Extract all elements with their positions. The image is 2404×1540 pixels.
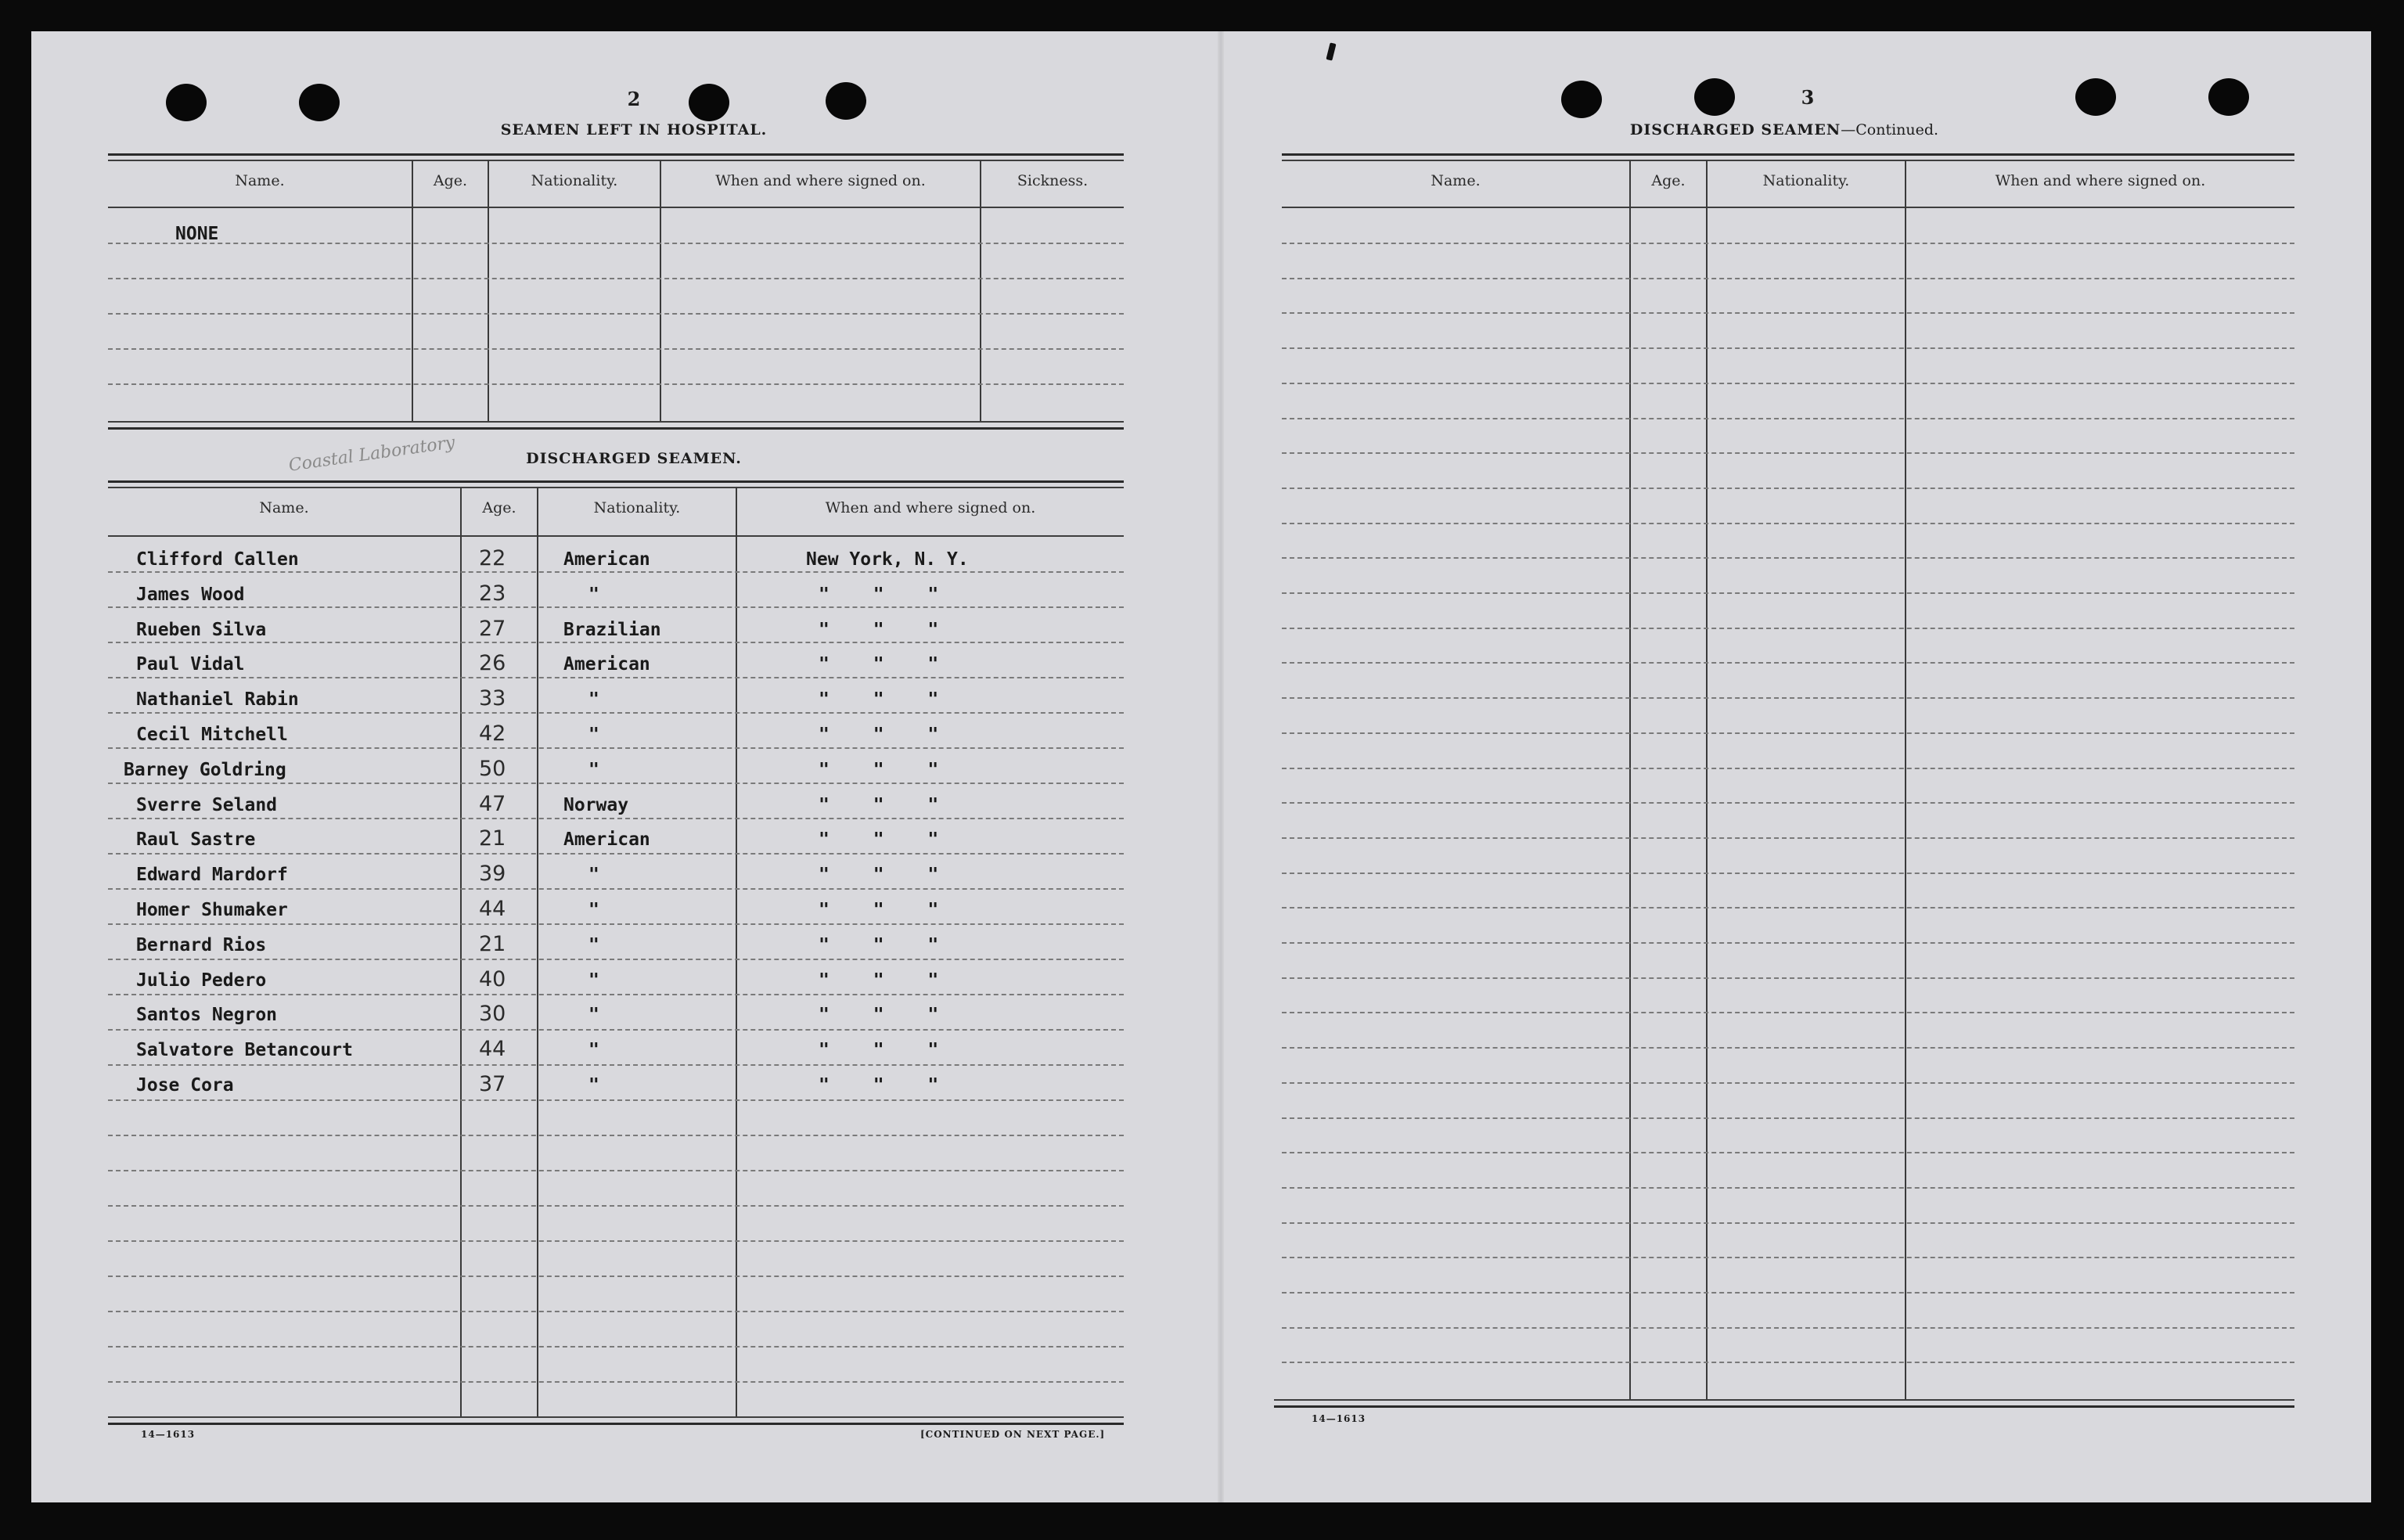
column-divider [1706, 160, 1708, 1399]
ruled-line [108, 383, 1124, 385]
ruled-line [108, 1205, 1124, 1207]
punch-hole [1694, 78, 1735, 116]
seaman-name: Salvatore Betancourt [136, 1040, 353, 1061]
seaman-signed-on: " " " [819, 794, 939, 815]
ruled-line [1282, 1152, 2294, 1153]
table-rule [108, 1416, 1124, 1418]
hospital-col-name: Name. [235, 172, 285, 189]
column-divider [488, 160, 489, 421]
seaman-nationality: " [588, 689, 599, 711]
ruled-line [1282, 383, 2294, 384]
table-rule [108, 535, 1124, 537]
seaman-signed-on: " " " [819, 829, 939, 851]
seaman-age: 50 [479, 756, 506, 781]
ruled-line [108, 1029, 1124, 1031]
ruled-line [1282, 488, 2294, 489]
ruled-line [108, 818, 1124, 819]
seaman-nationality: Norway [563, 794, 629, 815]
seaman-age: 26 [479, 651, 506, 676]
seaman-age: 21 [479, 826, 506, 851]
hospital-col-age: Age. [433, 172, 468, 189]
ruled-line [108, 994, 1124, 995]
table-rule [1274, 1399, 2294, 1401]
ruled-line [1282, 977, 2294, 979]
seaman-age: 21 [479, 931, 506, 956]
seaman-signed-on: " " " [819, 1075, 939, 1096]
ruled-line [1282, 1117, 2294, 1119]
continued-col-nationality: Nationality. [1762, 172, 1850, 189]
ruled-line [108, 923, 1124, 925]
column-divider [980, 160, 981, 421]
ruled-line [108, 606, 1124, 608]
column-divider [660, 160, 661, 421]
seaman-signed-on: " " " [819, 934, 939, 955]
ruled-line [108, 1381, 1124, 1383]
punch-hole [2208, 78, 2249, 116]
ruled-line [1282, 942, 2294, 944]
punch-hole [826, 82, 866, 120]
seaman-signed-on: " " " [819, 689, 939, 711]
seaman-age: 27 [479, 616, 506, 641]
ruled-line [1282, 697, 2294, 699]
seaman-signed-on: " " " [819, 654, 939, 675]
ruled-line [1282, 768, 2294, 769]
table-rule [108, 207, 1124, 208]
page-fold [1218, 31, 1224, 1502]
continued-col-age: Age. [1651, 172, 1686, 189]
seaman-nationality: " [588, 1040, 599, 1061]
ruled-line [1282, 557, 2294, 559]
ruled-line [1282, 1257, 2294, 1258]
seaman-nationality: American [563, 654, 650, 675]
ruled-line [1282, 592, 2294, 594]
discharged-col-age: Age. [482, 499, 516, 516]
table-rule [1282, 160, 2294, 161]
table-rule [108, 421, 1124, 423]
seaman-signed-on: " " " [819, 725, 939, 745]
ruled-line [108, 571, 1124, 573]
seaman-name: James Wood [136, 584, 245, 605]
ruled-line [1282, 1222, 2294, 1224]
ruled-line [108, 243, 1124, 244]
seaman-age: 42 [479, 721, 506, 746]
table-rule [108, 480, 1124, 483]
ruled-line [108, 1170, 1124, 1171]
hospital-col-sickness: Sickness. [1017, 172, 1089, 189]
ruled-line [1282, 873, 2294, 874]
seaman-age: 37 [479, 1072, 506, 1096]
table-rule [108, 153, 1124, 156]
ruled-line [108, 712, 1124, 714]
seaman-signed-on: " " " [819, 1005, 939, 1026]
seaman-name: Edward Mardorf [136, 865, 288, 886]
continued-title-suffix: —Continued. [1841, 121, 1939, 139]
seaman-nationality: " [588, 970, 599, 991]
punch-hole [689, 84, 729, 121]
seaman-age: 23 [479, 581, 506, 606]
form-number: 14—1613 [141, 1429, 196, 1440]
seaman-name: Raul Sastre [136, 829, 256, 851]
column-divider [1629, 160, 1631, 1399]
table-rule [108, 427, 1124, 430]
seaman-nationality: " [588, 865, 599, 886]
ruled-line [108, 348, 1124, 350]
punch-hole [2075, 78, 2116, 116]
ruled-line [1282, 907, 2294, 909]
seaman-name: Barney Goldring [124, 759, 286, 780]
ruled-line [1282, 1012, 2294, 1013]
seaman-name: Homer Shumaker [136, 900, 288, 920]
discharged-col-signed-on: When and where signed on. [825, 499, 1036, 516]
seaman-nationality: " [588, 1005, 599, 1026]
ruled-line [108, 1240, 1124, 1242]
seaman-signed-on: New York, N. Y. [806, 549, 969, 570]
ruled-line [1282, 1082, 2294, 1084]
seaman-signed-on: " " " [819, 900, 939, 920]
ruled-line [1282, 1327, 2294, 1329]
continued-col-signed-on: When and where signed on. [1995, 172, 2206, 189]
seaman-name: Cecil Mitchell [136, 725, 288, 745]
ruled-line [108, 1099, 1124, 1101]
seaman-age: 47 [479, 791, 506, 816]
continued-title-main: DISCHARGED SEAMEN [1629, 121, 1841, 139]
ruled-line [1282, 628, 2294, 629]
seaman-name: Nathaniel Rabin [136, 689, 299, 711]
ruled-line [108, 747, 1124, 749]
ruled-line [1282, 1292, 2294, 1294]
hospital-col-nationality: Nationality. [531, 172, 618, 189]
seaman-name: Bernard Rios [136, 934, 267, 955]
table-rule [108, 1423, 1124, 1425]
ruled-line [1282, 278, 2294, 279]
seaman-age: 44 [479, 897, 506, 921]
column-divider [412, 160, 413, 421]
continued-section-title [1589, 121, 1980, 139]
ruled-line [108, 959, 1124, 960]
ruled-line [108, 783, 1124, 784]
page-number: 2 [627, 88, 641, 110]
seaman-age: 22 [479, 546, 506, 570]
table-rule [1274, 1405, 2294, 1408]
seaman-signed-on: " " " [819, 759, 939, 780]
seaman-nationality: American [563, 549, 650, 570]
ruled-line [108, 642, 1124, 643]
ruled-line [1282, 1362, 2294, 1363]
discharged-col-nationality: Nationality. [593, 499, 681, 516]
seaman-name: Paul Vidal [136, 654, 245, 675]
ruled-line [108, 853, 1124, 855]
page-number: 3 [1801, 86, 1815, 109]
seaman-signed-on: " " " [819, 619, 939, 640]
ruled-line [1282, 837, 2294, 839]
seaman-nationality: " [588, 584, 599, 605]
continued-note: [CONTINUED ON NEXT PAGE.] [920, 1429, 1106, 1440]
table-rule [1282, 153, 2294, 156]
punch-hole [166, 84, 207, 121]
seaman-signed-on: " " " [819, 584, 939, 605]
discharged-col-name: Name. [259, 499, 309, 516]
seaman-signed-on: " " " [819, 970, 939, 991]
ruled-line [1282, 418, 2294, 419]
seaman-age: 33 [479, 686, 506, 711]
seaman-name: Santos Negron [136, 1005, 278, 1026]
seaman-age: 40 [479, 966, 506, 991]
ruled-line [1282, 243, 2294, 244]
form-number: 14—1613 [1312, 1413, 1366, 1424]
discharged-section-title: DISCHARGED SEAMEN. [526, 450, 742, 467]
seaman-nationality: Brazilian [563, 619, 661, 640]
ruled-line [1282, 452, 2294, 454]
continued-col-name: Name. [1431, 172, 1481, 189]
seaman-name: Sverre Seland [136, 794, 278, 815]
seaman-nationality: " [588, 1075, 599, 1096]
handwritten-note: Coastal Laboratory [287, 433, 456, 476]
ruled-line [1282, 1047, 2294, 1049]
table-rule [108, 160, 1124, 161]
ruled-line [1282, 732, 2294, 734]
punch-hole [299, 84, 340, 121]
hospital-entry: NONE [175, 224, 219, 244]
ruled-line [108, 677, 1124, 678]
ruled-line [108, 1346, 1124, 1348]
ruled-line [108, 313, 1124, 315]
ruled-line [1282, 662, 2294, 664]
seaman-name: Rueben Silva [136, 619, 267, 640]
seaman-nationality: " [588, 759, 599, 780]
seaman-name: Jose Cora [136, 1075, 234, 1096]
table-rule [108, 487, 1124, 488]
ruled-line [108, 1064, 1124, 1066]
seaman-age: 39 [479, 862, 506, 887]
seaman-nationality: American [563, 829, 650, 851]
seaman-nationality: " [588, 900, 599, 920]
seaman-name: Julio Pedero [136, 970, 267, 991]
seaman-name: Clifford Callen [136, 549, 299, 570]
hospital-col-signed-on: When and where signed on. [715, 172, 926, 189]
seaman-nationality: " [588, 934, 599, 955]
ruled-line [108, 1276, 1124, 1277]
seaman-nationality: " [588, 725, 599, 745]
seaman-age: 30 [479, 1002, 506, 1027]
seaman-signed-on: " " " [819, 865, 939, 886]
ruled-line [1282, 347, 2294, 349]
ruled-line [1282, 1187, 2294, 1189]
punch-hole [1561, 81, 1602, 118]
hospital-section-title: SEAMEN LEFT IN HOSPITAL. [500, 121, 768, 139]
seaman-signed-on: " " " [819, 1040, 939, 1061]
table-rule [1282, 207, 2294, 208]
ruled-line [108, 1311, 1124, 1312]
column-divider [1905, 160, 1906, 1399]
ruled-line [1282, 802, 2294, 804]
ruled-line [1282, 312, 2294, 314]
ruled-line [108, 278, 1124, 279]
ruled-line [108, 888, 1124, 890]
seaman-age: 44 [479, 1037, 506, 1062]
ruled-line [1282, 523, 2294, 524]
ruled-line [108, 1135, 1124, 1136]
